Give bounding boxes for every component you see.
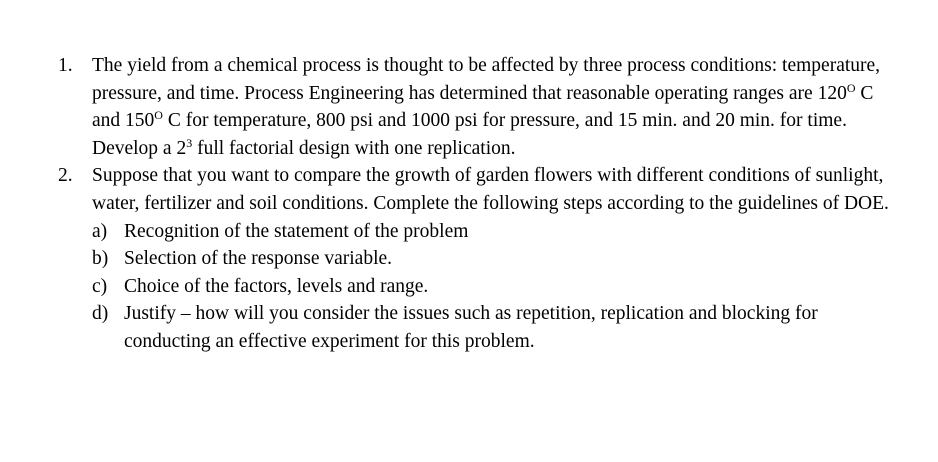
question-2-subitem-d: [0, 300, 938, 355]
subitem-a-letter: a): [92, 220, 108, 242]
question-2-text: Suppose that you want to compare the growth of garden flowers with different conditions of sunlight, water, fertilizer and soil conditions. Complete the following steps according to the guidelines of DOE.: [92, 165, 889, 214]
question-1: [0, 52, 938, 162]
subitem-d-text: Justify – how will you consider the issues such as repetition, replication and blocking for conducting an effective experiment for this problem.: [124, 303, 818, 352]
subitem-a-text: Recognition of the statement of the problem: [124, 220, 469, 242]
question-2-subitem-b: [0, 245, 938, 273]
subitem-c-letter: c): [92, 275, 108, 297]
subitem-c-text: Choice of the factors, levels and range.: [124, 275, 429, 297]
question-1-number: 1.: [58, 55, 73, 76]
subitem-b-text: Selection of the response variable.: [124, 248, 393, 270]
document-body: [0, 52, 938, 356]
question-2-subitem-c: [0, 273, 938, 301]
question-2-number: 2.: [58, 165, 73, 187]
question-2: [0, 162, 938, 217]
question-1-text: The yield from a chemical process is thought to be affected by three process conditions: temperature, pressure, and time. Process Engineering has determined that reasonable operating ranges are $120^O$ C and $150^O$ C for temperature, 800 psi and 1000 psi for pressure, and 15 min. and 20 min. for time. Develop a $2^3$ full factorial design with one replication.: [92, 55, 881, 159]
subitem-b-letter: b): [92, 248, 109, 270]
question-2-subitem-a: [0, 218, 938, 246]
subitem-d-letter: d): [92, 303, 109, 325]
